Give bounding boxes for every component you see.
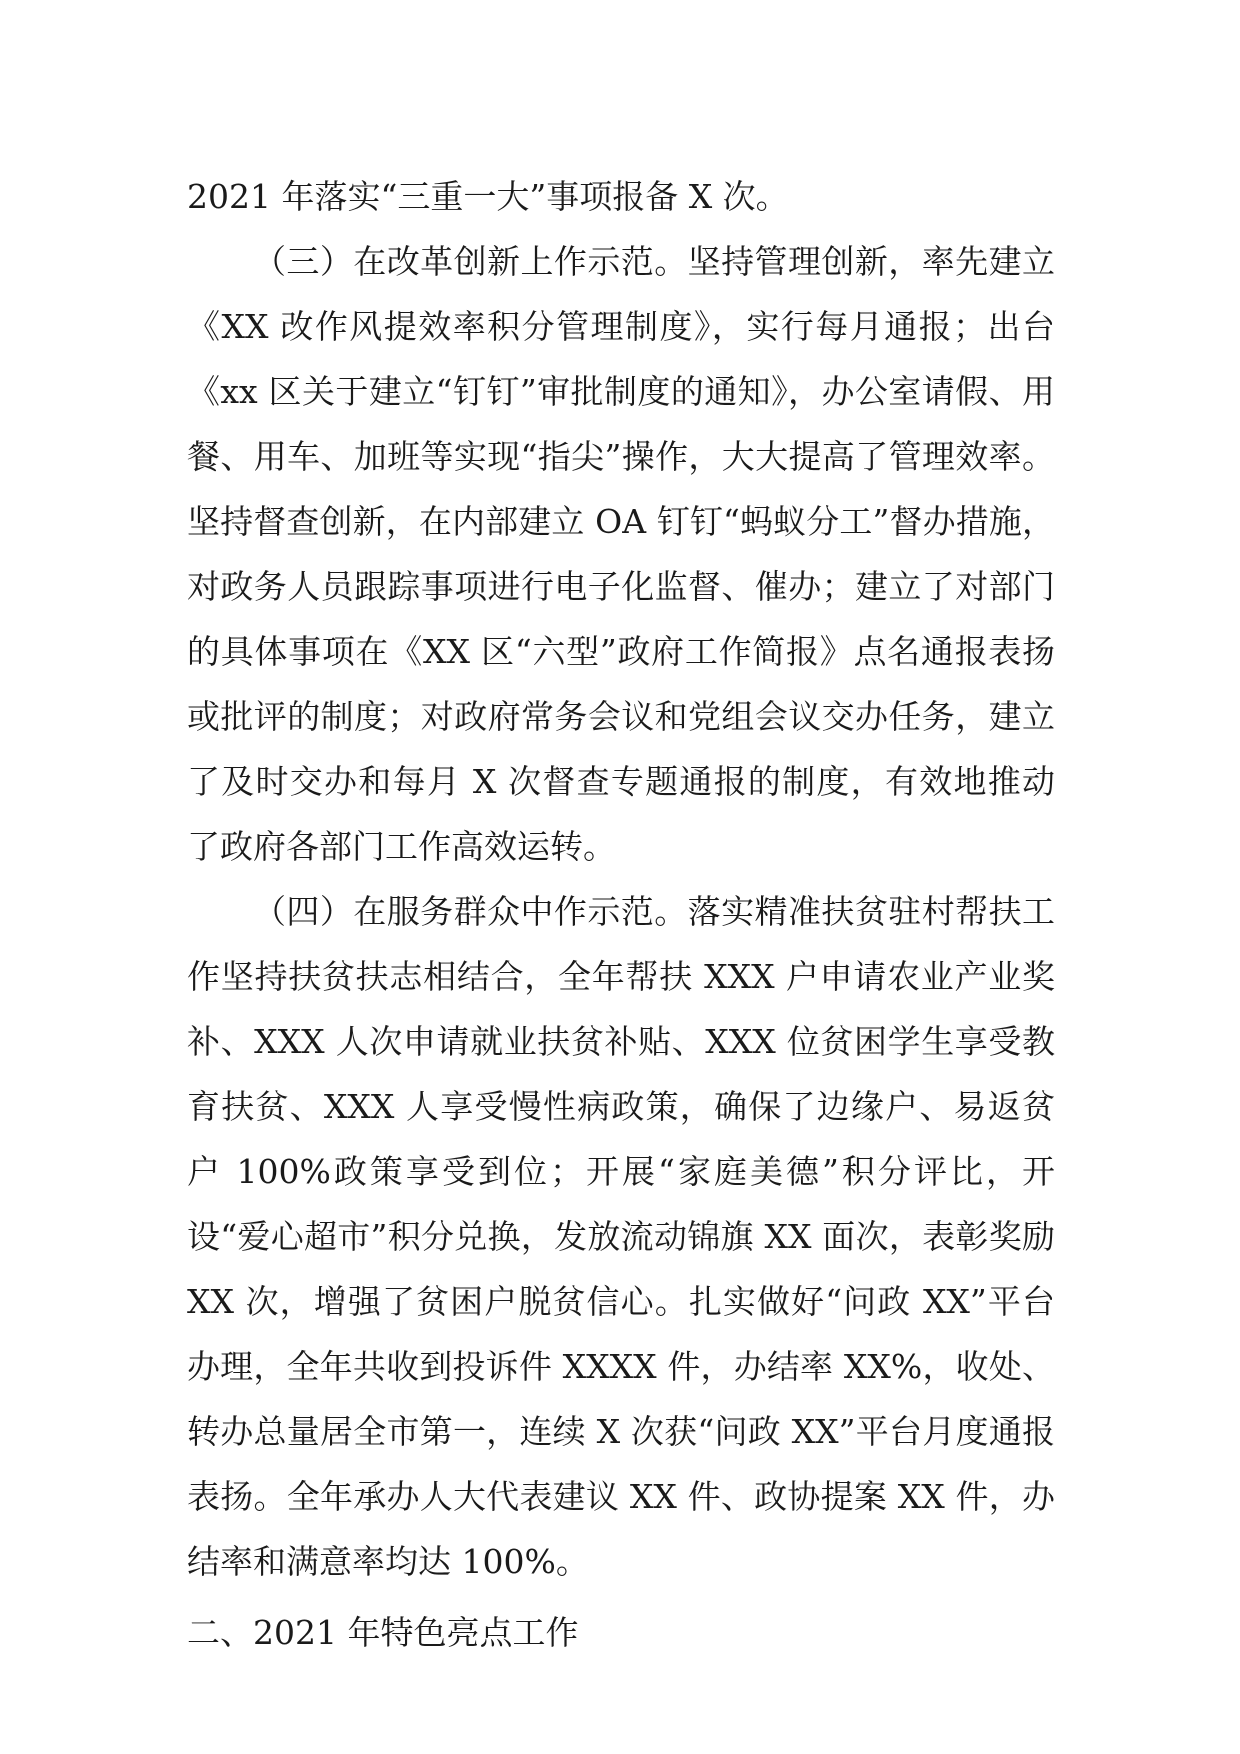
document-body bbox=[187, 164, 1055, 1665]
paragraph-continuation: 2021 年落实“三重一大”事项报备 X 次。 bbox=[187, 177, 789, 216]
paragraph-reform-innovation: （三）在改革创新上作示范。坚持管理创新，率先建立《XX 改作风提效率积分管理制度》，实行每月通报；出台《xx 区关于建立“钉钉”审批制度的通知》，办公室请假、用餐、用车、加班等实现“指尖”操作，大大提高了管理效率。坚持督查创新，在内部建立 OA 钉钉“蚂蚁分工”督办措施，对政务人员跟踪事项进行电子化监督、催办；建立了对部门的具体事项在《XX 区“六型”政府工作简报》点名通报表扬或批评的制度；对政府常务会议和党组会议交办任务，建立了及时交办和每月 X 次督查专题通报的制度，有效地推动了政府各部门工作高效运转。 bbox=[187, 242, 1055, 866]
paragraph-serving-public: （四）在服务群众中作示范。落实精准扶贫驻村帮扶工作坚持扶贫扶志相结合，全年帮扶 XXX 户申请农业产业奖补、XXX 人次申请就业扶贫补贴、XXX 位贫困学生享受教育扶贫、XXX 人享受慢性病政策，确保了边缘户、易返贫户 100%政策享受到位；开展“家庭美德”积分评比，开设“爱心超市”积分兑换，发放流动锦旗 XX 面次，表彰奖励 XX 次，增强了贫困户脱贫信心。扎实做好“问政 XX”平台办理，全年共收到投诉件 XXXX 件，办结率 XX%，收处、转办总量居全市第一，连续 X 次获“问政 XX”平台月度通报表扬。全年承办人大代表建议 XX 件、政协提案 XX 件，办结率和满意率均达 100%。 bbox=[187, 892, 1055, 1581]
section-heading: 二、2021 年特色亮点工作 bbox=[187, 1613, 579, 1652]
